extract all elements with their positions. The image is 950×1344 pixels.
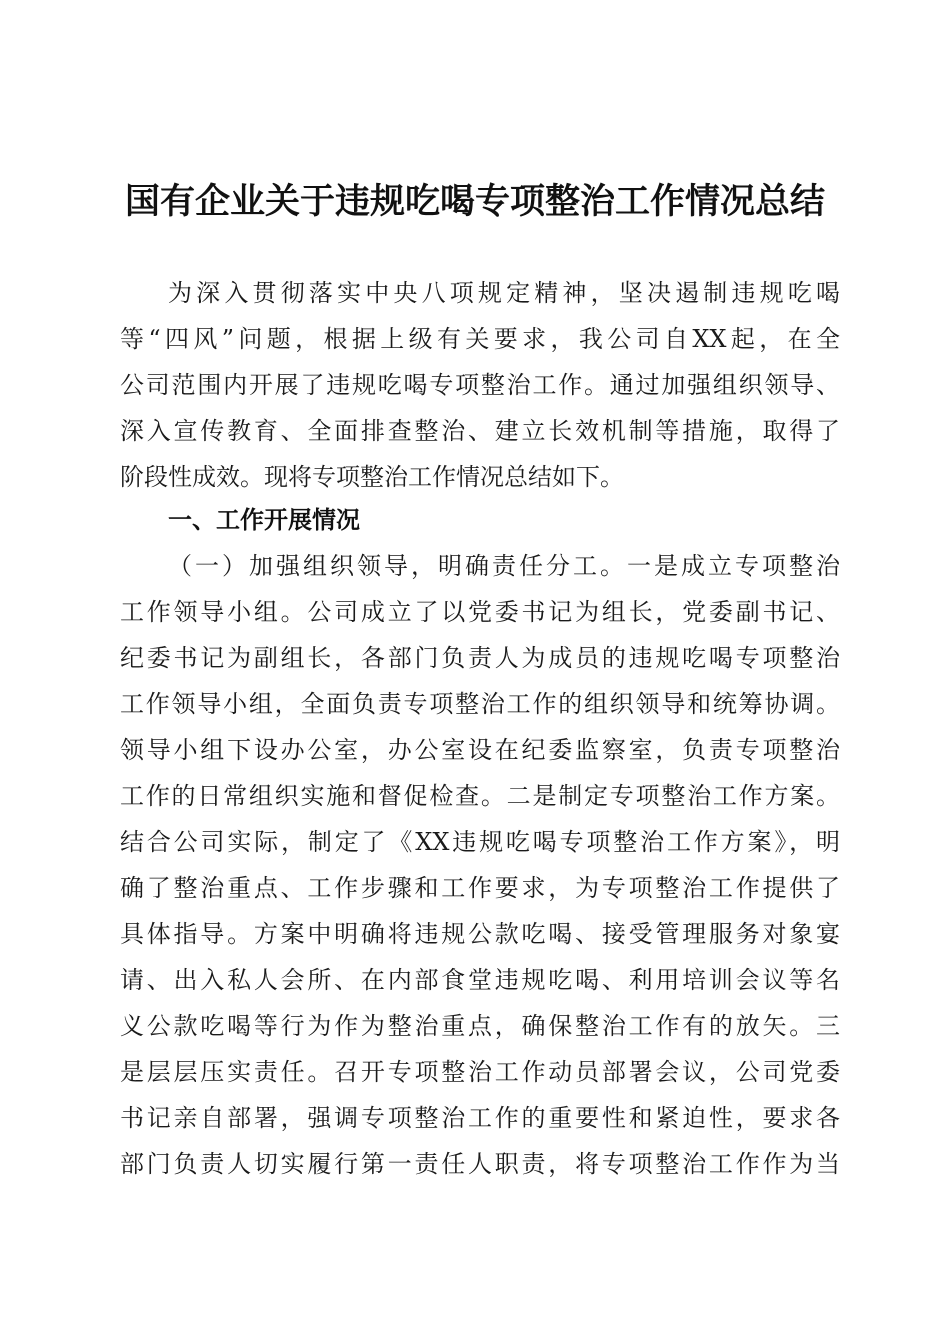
body-line: 书记亲自部署，强调专项整治工作的重要性和紧迫性，要求各 [120,1104,840,1132]
body-line: 义公款吃喝等行为作为整治重点，确保整治工作有的放矢。三 [120,1012,840,1040]
body-line: 工作的日常组织实施和督促检查。二是制定专项整治工作方案。 [120,782,840,810]
body-line: 部门负责人切实履行第一责任人职责，将专项整治工作作为当 [120,1150,840,1178]
section-heading: 一、工作开展情况 [168,506,360,534]
body-line: 工作领导小组，全面负责专项整治工作的组织领导和统筹协调。 [120,690,840,718]
intro-line: 阶段性成效。现将专项整治工作情况总结如下。 [120,463,624,491]
body-line: 具体指导。方案中明确将违规公款吃喝、接受管理服务对象宴 [120,920,840,948]
subsection-lead: （一）加强组织领导，明确责任分工。 [168,552,627,580]
body-line: 是层层压实责任。召开专项整治工作动员部署会议，公司党委 [120,1058,840,1086]
body-line: 请、出入私人会所、在内部食堂违规吃喝、利用培训会议等名 [120,966,840,994]
body-line: 结合公司实际，制定了《XX违规吃喝专项整治工作方案》，明 [120,828,840,856]
body-line: 确了整治重点、工作步骤和工作要求，为专项整治工作提供了 [120,874,840,902]
intro-line: 等“四风”问题，根据上级有关要求，我公司自XX起，在全 [120,325,840,353]
body-line: 纪委书记为副组长，各部门负责人为成员的违规吃喝专项整治 [120,644,840,672]
body-line: 领导小组下设办公室，办公室设在纪委监察室，负责专项整治 [120,736,840,764]
subsection-first-line-rest: 一是成立专项整治 [627,552,840,580]
intro-line: 深入宣传教育、全面排查整治、建立长效机制等措施，取得了 [120,417,840,445]
subsection-first-line [168,543,840,589]
intro-line: 为深入贯彻落实中央八项规定精神，坚决遏制违规吃喝 [168,279,840,307]
intro-line: 公司范围内开展了违规吃喝专项整治工作。通过加强组织领导、 [120,371,840,399]
body-line: 工作领导小组。公司成立了以党委书记为组长，党委副书记、 [120,598,840,626]
document-title: 国有企业关于违规吃喝专项整治工作情况总结 [124,182,825,222]
